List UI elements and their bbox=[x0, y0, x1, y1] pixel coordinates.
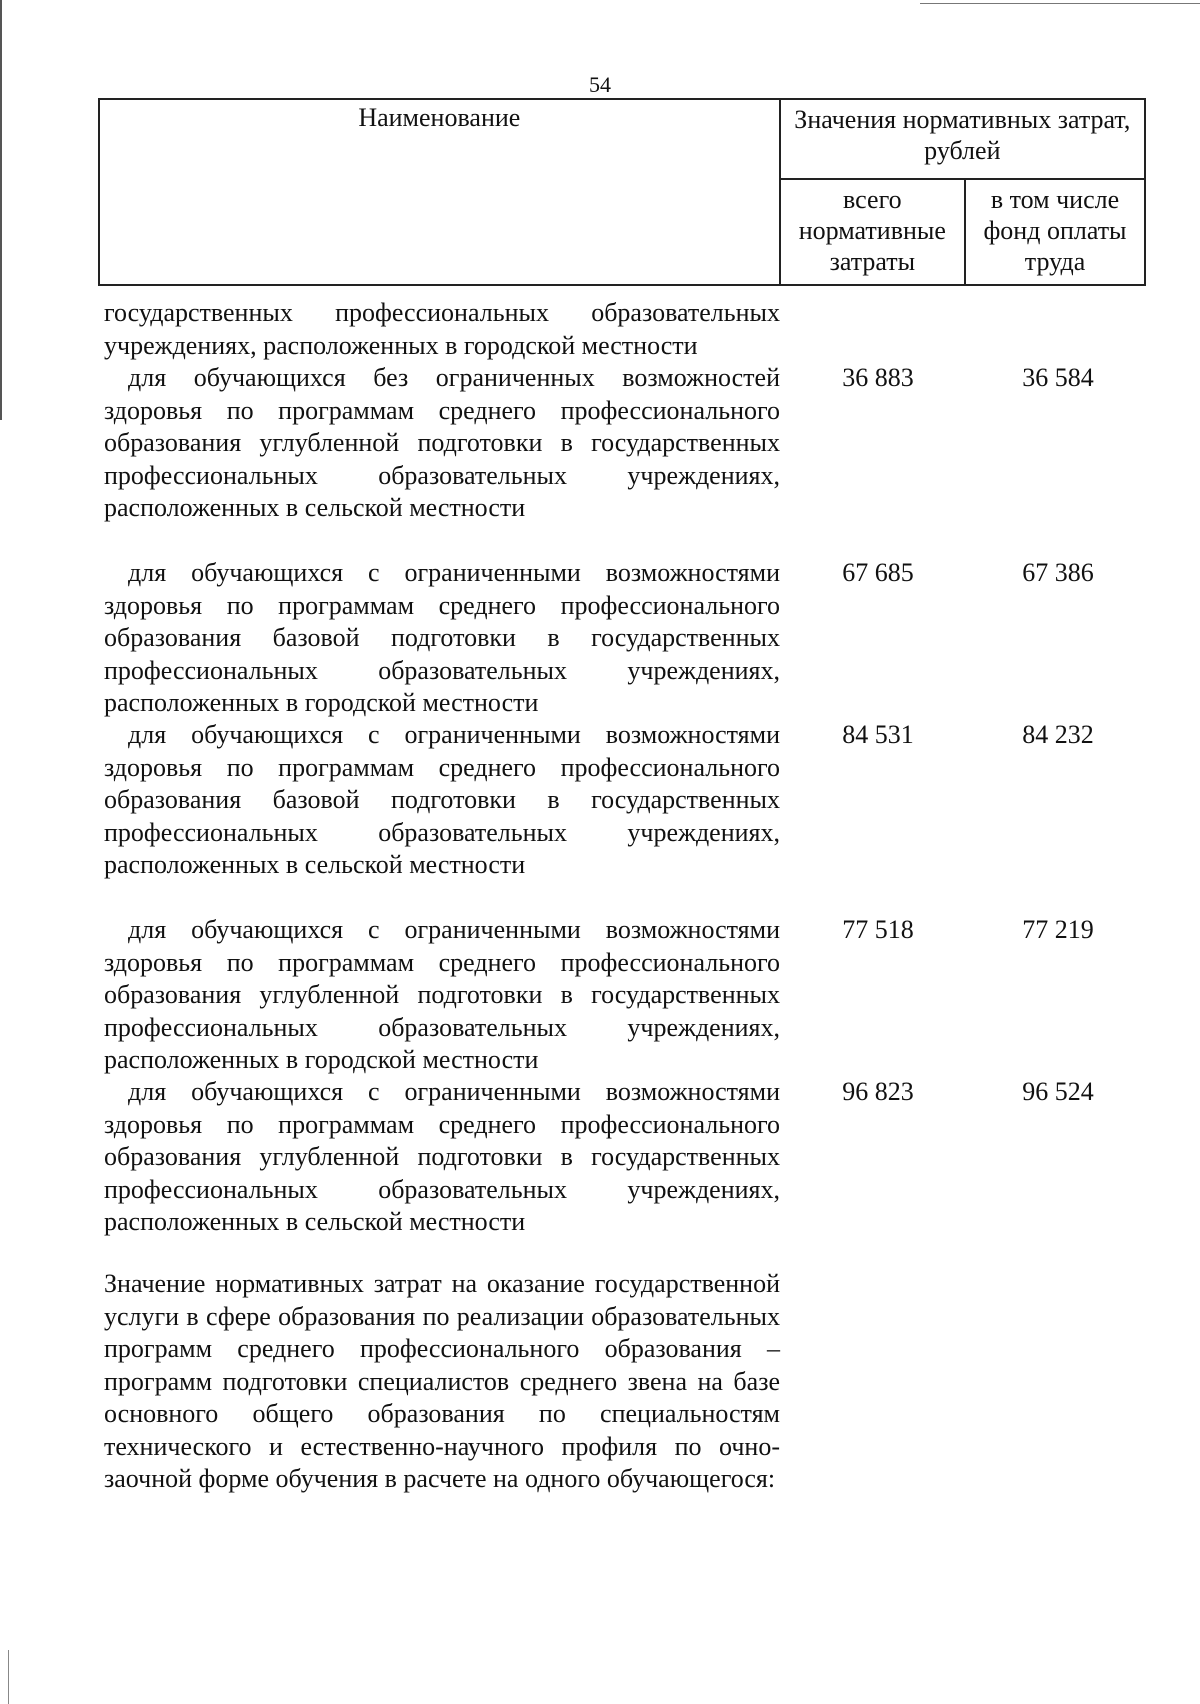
row-wage-value: 67 386 bbox=[1022, 558, 1094, 587]
scan-edge-left bbox=[0, 0, 2, 420]
page-number: 54 bbox=[589, 72, 611, 97]
row-name: для обучающихся с ограниченными возможностями здоровья по программам среднего профессионального образования базовой подготовки в государственных профессиональных образовательных учреждениях, расположенных в сельской местности bbox=[104, 720, 780, 879]
table-header bbox=[98, 98, 1146, 286]
row-total-value: 96 823 bbox=[842, 1077, 914, 1106]
row-name: государственных профессиональных образовательных учреждениях, расположенных в городской местности bbox=[104, 298, 780, 360]
row-wage-value: 36 584 bbox=[1022, 363, 1094, 392]
row-wage-value: 77 219 bbox=[1022, 915, 1094, 944]
header-wage-fund: в том числе фонд оплаты труда bbox=[965, 179, 1145, 285]
row-name: для обучающихся с ограниченными возможностями здоровья по программам среднего профессионального образования углубленной подготовки в государственных профессиональных образовательных учреждениях, расположенных в городской местности bbox=[104, 915, 780, 1074]
scan-edge-top bbox=[920, 3, 1200, 4]
final-paragraph: Значение нормативных затрат на оказание государственной услуги в сфере образования по реализации образовательных программ среднего профессионального образования – программ подготовки специалистов среднего звена на базе основного общего образования по специальностям технического и естественно-научного профиля по очно-заочной форме обучения в расчете на одного обучающегося: bbox=[104, 1269, 780, 1493]
row-wage-value: 96 524 bbox=[1022, 1077, 1094, 1106]
row-wage-value: 84 232 bbox=[1022, 720, 1094, 749]
row-total-value: 77 518 bbox=[842, 915, 914, 944]
header-name: Наименование bbox=[99, 99, 780, 285]
scan-edge-left-bottom bbox=[8, 1650, 9, 1704]
row-total-value: 84 531 bbox=[842, 720, 914, 749]
header-total: всего нормативные затраты bbox=[780, 179, 965, 285]
row-name: для обучающихся с ограниченными возможностями здоровья по программам среднего профессионального образования базовой подготовки в государственных профессиональных образовательных учреждениях, расположенных в городской местности bbox=[104, 558, 780, 717]
row-total-value: 36 883 bbox=[842, 363, 914, 392]
row-name: для обучающихся без ограниченных возможностей здоровья по программам среднего профессионального образования углубленной подготовки в государственных профессиональных образовательных учреждениях, расположенных в сельской местности bbox=[104, 363, 780, 522]
row-total-value: 67 685 bbox=[842, 558, 914, 587]
row-name: для обучающихся с ограниченными возможностями здоровья по программам среднего профессионального образования углубленной подготовки в государственных профессиональных образовательных учреждениях, расположенных в сельской местности bbox=[104, 1077, 780, 1236]
header-values-group: Значения нормативных затрат, рублей bbox=[780, 99, 1145, 179]
